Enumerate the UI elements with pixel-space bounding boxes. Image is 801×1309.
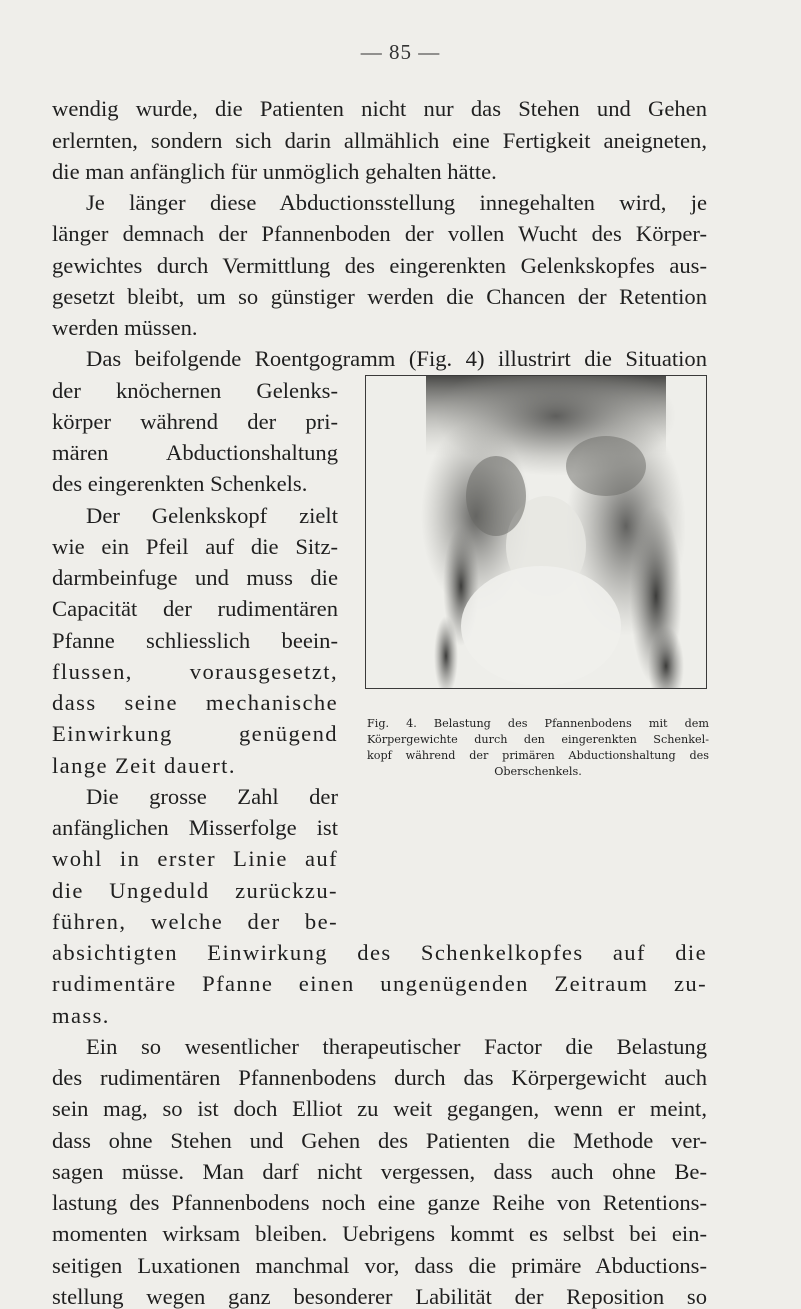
text-line: wie ein Pfeil auf die Sitz-	[52, 534, 338, 559]
text-line: Pfanne schliesslich beein-	[52, 628, 338, 653]
text-line: momenten wirksam bleiben. Uebrigens kommt es selbst bei ein-	[52, 1221, 707, 1246]
text-line: flussen, vorausgesetzt,	[52, 659, 338, 684]
text-line: Der Gelenkskopf zielt	[86, 503, 338, 528]
text-line: Das beifolgende Roentgogramm (Fig. 4) illustrirt die Situation	[86, 346, 707, 371]
figure-caption	[367, 716, 709, 780]
text-line: absichtigten Einwirkung des Schenkelkopfes auf die	[52, 940, 707, 965]
text-line: körper während der pri-	[52, 409, 338, 434]
text-line: des eingerenkten Schenkels.	[52, 471, 308, 496]
text-line: Je länger diese Abductionsstellung innegehalten wird, je	[86, 190, 707, 215]
text-line: wohl in erster Linie auf	[52, 846, 338, 871]
text-line: lange Zeit dauert.	[52, 753, 236, 778]
text-line: mären Abductionshaltung	[52, 440, 338, 465]
text-line: länger demnach der Pfannenboden der vollen Wucht des Körper-	[52, 221, 707, 246]
text-line: die Ungeduld zurückzu-	[52, 878, 338, 903]
text-line: sagen müsse. Man darf nicht vergessen, dass auch ohne Be-	[52, 1159, 707, 1184]
text-line: mass.	[52, 1003, 110, 1028]
text-line: dass ohne Stehen und Gehen des Patienten die Methode ver-	[52, 1128, 707, 1153]
text-line: Einwirkung genügend	[52, 721, 338, 746]
caption-line: Körpergewichte durch den eingerenkten Schenkel-	[367, 733, 709, 746]
page-number: — 85 —	[360, 40, 441, 64]
text-line: anfänglichen Misserfolge ist	[52, 815, 338, 840]
text-line: erlernten, sondern sich darin allmählich eine Fertigkeit aneigneten,	[52, 128, 707, 153]
text-line: führen, welche der be-	[52, 909, 338, 934]
xray-image	[366, 376, 707, 689]
text-line: sein mag, so ist doch Elliot zu weit gegangen, wenn er meint,	[52, 1096, 707, 1121]
text-line: gewichtes durch Vermittlung des eingerenkten Gelenkskopfes aus-	[52, 253, 707, 278]
text-line: Capacität der rudimentären	[52, 596, 338, 621]
text-line: rudimentäre Pfanne einen ungenügenden Zeitraum zu-	[52, 971, 707, 996]
text-line: der knöchernen Gelenks-	[52, 378, 338, 403]
caption-line: Oberschenkels.	[494, 765, 582, 778]
text-line: dass seine mechanische	[52, 690, 338, 715]
text-line: wendig wurde, die Patienten nicht nur das Stehen und Gehen	[52, 96, 707, 121]
text-line: darmbeinfuge und muss die	[52, 565, 338, 590]
roentgenogram-figure	[365, 375, 707, 689]
text-line: stellung wegen ganz besonderer Labilität der Reposition so	[52, 1284, 707, 1309]
text-line: gesetzt bleibt, um so günstiger werden die Chancen der Retention	[52, 284, 707, 309]
text-line: Die grosse Zahl der	[86, 784, 338, 809]
text-line: des rudimentären Pfannenbodens durch das Körpergewicht auch	[52, 1065, 707, 1090]
text-line: Ein so wesentlicher therapeutischer Factor die Belastung	[86, 1034, 707, 1059]
caption-line: Fig. 4. Belastung des Pfannenbodens mit dem	[367, 717, 709, 730]
text-line: werden müssen.	[52, 315, 198, 340]
text-line: die man anfänglich für unmöglich gehalten hätte.	[52, 159, 497, 184]
text-line: lastung des Pfannenbodens noch eine ganze Reihe von Retentions-	[52, 1190, 707, 1215]
text-line: seitigen Luxationen manchmal vor, dass die primäre Abductions-	[52, 1253, 707, 1278]
caption-line: kopf während der primären Abductionshaltung des	[367, 749, 709, 762]
